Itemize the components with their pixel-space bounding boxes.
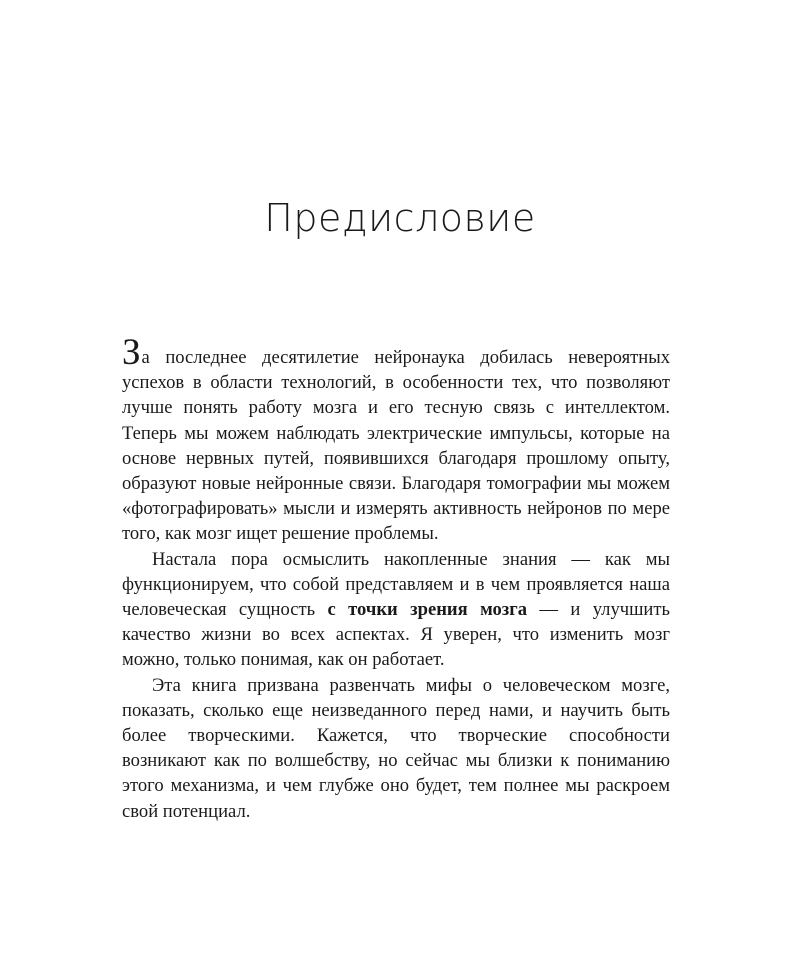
emphasis-text: с точки зрения мозга	[327, 599, 527, 621]
drop-cap: З	[122, 332, 141, 373]
paragraph-2-text-before: Настала пора осмыслить накопленные знания — как мы функционируем, что собой представляем и в чем проявляется наша человеческая сущность	[122, 548, 670, 621]
paragraph-3-text: Эта книга призвана развенчать мифы о человеческом мозге, показать, сколько еще неизведанного перед нами, и научить быть более творческими. Кажется, что творческие способности возникают как по волшебству, но сейчас мы близки к пониманию этого механизма, и чем глубже оно будет, тем полнее мы раскроем свой потенциал.	[122, 674, 670, 822]
paragraph-2-text-after: — и улучшить качество жизни во всех аспектах. Я уверен, что изменить мозг можно, только понимая, как он работает.	[122, 599, 670, 671]
chapter-title: Предисловие	[264, 196, 536, 240]
paragraph-1-text: а последнее десятилетие нейронаука добилась невероятных успехов в области технологий, в особенности тех, что позволяют лучше понять работу мозга и его тесную связь с интеллектом. Теперь мы можем наблюдать электрические импульсы, которые на основе нервных путей, появившихся благодаря прошлому опыту, образуют новые нейронные связи. Благодаря томографии мы можем «фотографировать» мысли и измерять активность нейронов по мере того, как мозг ищет решение проблемы.	[122, 347, 670, 545]
preface-body	[122, 332, 670, 824]
paragraph-2	[122, 547, 670, 673]
paragraph-1	[122, 332, 670, 547]
paragraph-3	[122, 673, 670, 824]
